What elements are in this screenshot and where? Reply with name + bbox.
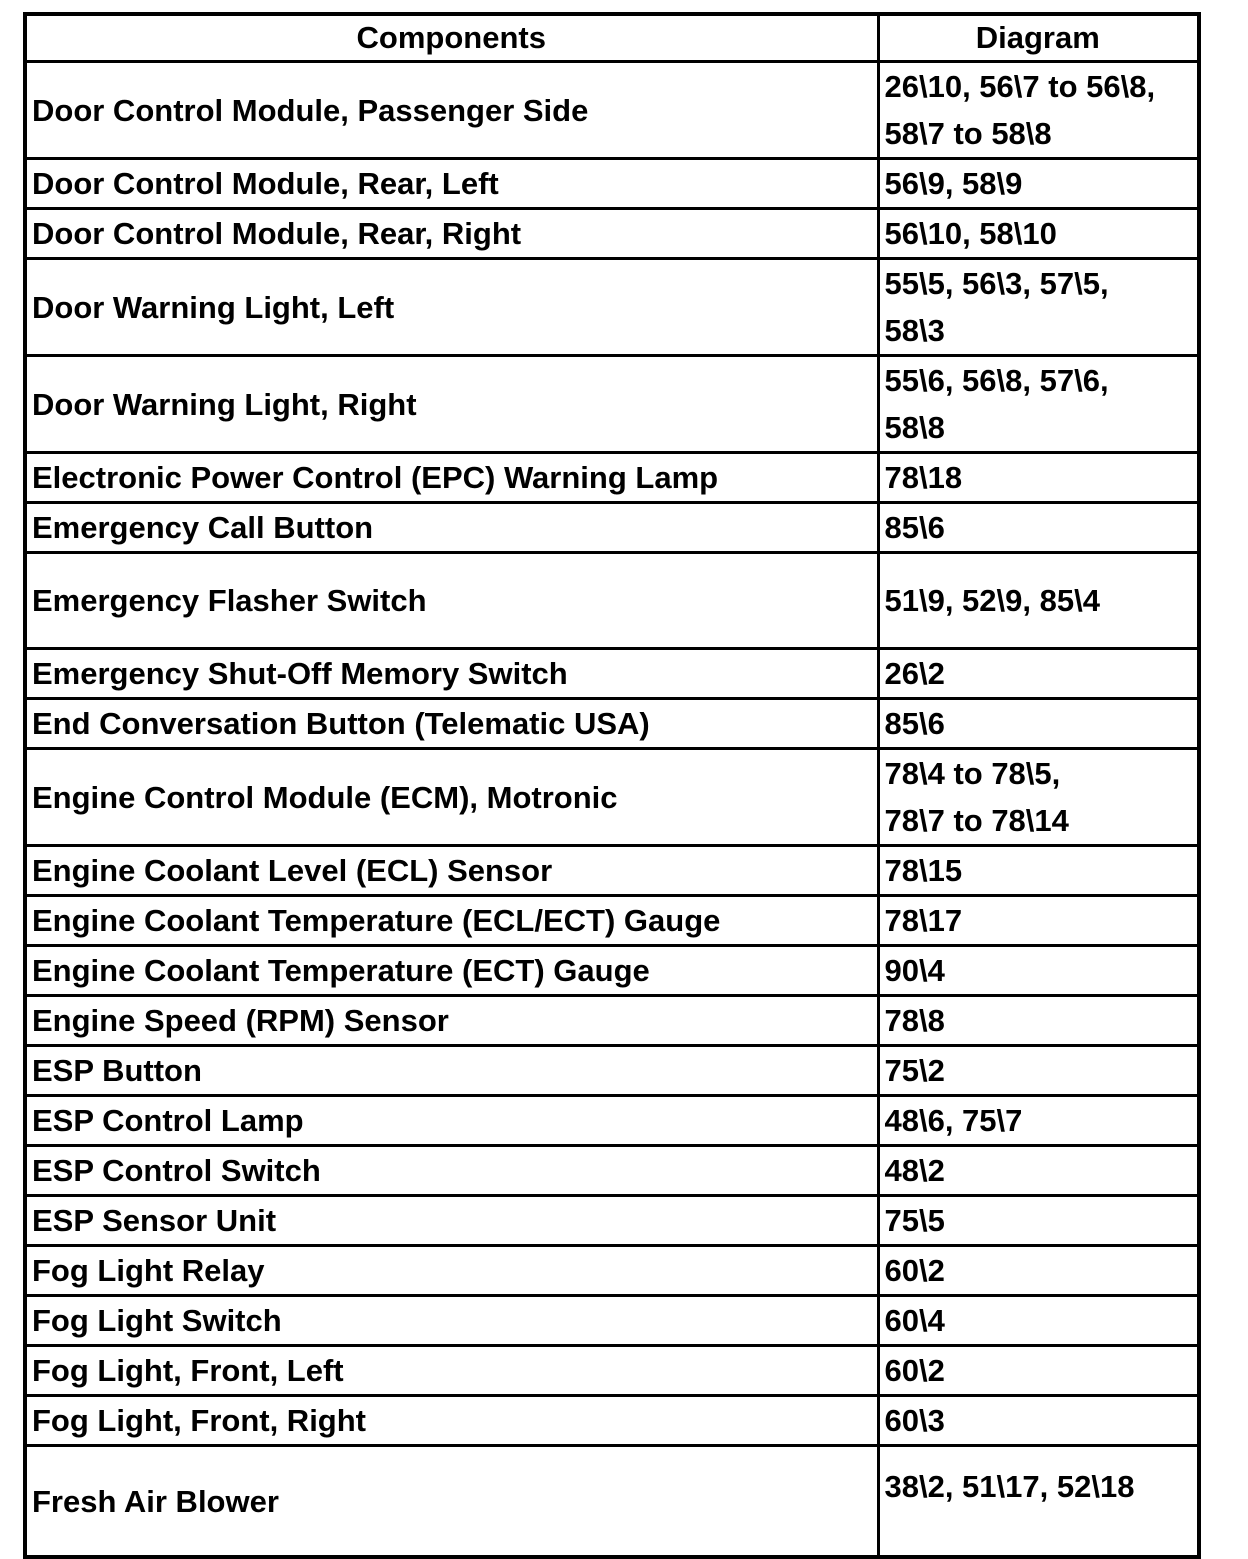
component-cell: Door Control Module, Passenger Side — [25, 62, 878, 159]
table-row — [25, 259, 1199, 356]
table-row — [25, 1146, 1199, 1196]
diagram-cell: 51\9, 52\9, 85\4 — [878, 553, 1199, 649]
component-cell: Door Control Module, Rear, Left — [25, 159, 878, 209]
diagram-cell: 56\9, 58\9 — [878, 159, 1199, 209]
table-row — [25, 553, 1199, 649]
table-row — [25, 1246, 1199, 1296]
component-cell: Engine Coolant Level (ECL) Sensor — [25, 846, 878, 896]
table-row — [25, 209, 1199, 259]
header-row — [25, 14, 1199, 62]
diagram-cell: 85\6 — [878, 503, 1199, 553]
diagram-cell: 56\10, 58\10 — [878, 209, 1199, 259]
table-row — [25, 1346, 1199, 1396]
component-cell: Engine Control Module (ECM), Motronic — [25, 749, 878, 846]
diagram-cell: 26\2 — [878, 649, 1199, 699]
component-cell: End Conversation Button (Telematic USA) — [25, 699, 878, 749]
component-cell: Fog Light, Front, Right — [25, 1396, 878, 1446]
diagram-cell: 55\5, 56\3, 57\5, 58\3 — [878, 259, 1199, 356]
table-row — [25, 946, 1199, 996]
component-cell: Fog Light, Front, Left — [25, 1346, 878, 1396]
diagram-cell: 48\2 — [878, 1146, 1199, 1196]
diagram-cell: 78\17 — [878, 896, 1199, 946]
component-cell: Engine Coolant Temperature (ECL/ECT) Gauge — [25, 896, 878, 946]
table-row — [25, 846, 1199, 896]
component-cell: ESP Button — [25, 1046, 878, 1096]
component-cell: Door Control Module, Rear, Right — [25, 209, 878, 259]
diagram-cell: 60\2 — [878, 1246, 1199, 1296]
component-diagram-table — [23, 12, 1201, 1559]
component-cell: Fog Light Switch — [25, 1296, 878, 1346]
diagram-cell: 85\6 — [878, 699, 1199, 749]
table-row — [25, 1096, 1199, 1146]
component-cell: Emergency Call Button — [25, 503, 878, 553]
table-row — [25, 453, 1199, 503]
diagram-cell: 78\4 to 78\5, 78\7 to 78\14 — [878, 749, 1199, 846]
table-row — [25, 159, 1199, 209]
table-row — [25, 1046, 1199, 1096]
diagram-cell: 78\8 — [878, 996, 1199, 1046]
component-cell: ESP Sensor Unit — [25, 1196, 878, 1246]
table-row — [25, 896, 1199, 946]
component-cell: ESP Control Lamp — [25, 1096, 878, 1146]
table-row — [25, 503, 1199, 553]
component-cell: ESP Control Switch — [25, 1146, 878, 1196]
component-cell: Fog Light Relay — [25, 1246, 878, 1296]
diagram-cell: 38\2, 51\17, 52\18 — [878, 1446, 1199, 1558]
diagram-cell: 75\2 — [878, 1046, 1199, 1096]
diagram-cell: 75\5 — [878, 1196, 1199, 1246]
component-cell: Fresh Air Blower — [25, 1446, 878, 1558]
table-row — [25, 1196, 1199, 1246]
table-row — [25, 749, 1199, 846]
table-row — [25, 699, 1199, 749]
component-cell: Engine Coolant Temperature (ECT) Gauge — [25, 946, 878, 996]
component-cell: Electronic Power Control (EPC) Warning Lamp — [25, 453, 878, 503]
diagram-cell: 78\18 — [878, 453, 1199, 503]
header-diagram: Diagram — [878, 14, 1199, 62]
diagram-cell: 60\3 — [878, 1396, 1199, 1446]
diagram-cell: 60\2 — [878, 1346, 1199, 1396]
component-cell: Door Warning Light, Right — [25, 356, 878, 453]
component-cell: Door Warning Light, Left — [25, 259, 878, 356]
diagram-cell: 78\15 — [878, 846, 1199, 896]
table-row — [25, 1296, 1199, 1346]
diagram-cell: 55\6, 56\8, 57\6, 58\8 — [878, 356, 1199, 453]
diagram-cell: 48\6, 75\7 — [878, 1096, 1199, 1146]
table-row — [25, 996, 1199, 1046]
component-cell: Emergency Shut-Off Memory Switch — [25, 649, 878, 699]
header-components: Components — [25, 14, 878, 62]
component-cell: Emergency Flasher Switch — [25, 553, 878, 649]
component-cell: Engine Speed (RPM) Sensor — [25, 996, 878, 1046]
table-row — [25, 62, 1199, 159]
table-row — [25, 1446, 1199, 1558]
table-row — [25, 356, 1199, 453]
diagram-cell: 90\4 — [878, 946, 1199, 996]
table-row — [25, 1396, 1199, 1446]
table-row — [25, 649, 1199, 699]
diagram-cell: 26\10, 56\7 to 56\8, 58\7 to 58\8 — [878, 62, 1199, 159]
diagram-cell: 60\4 — [878, 1296, 1199, 1346]
